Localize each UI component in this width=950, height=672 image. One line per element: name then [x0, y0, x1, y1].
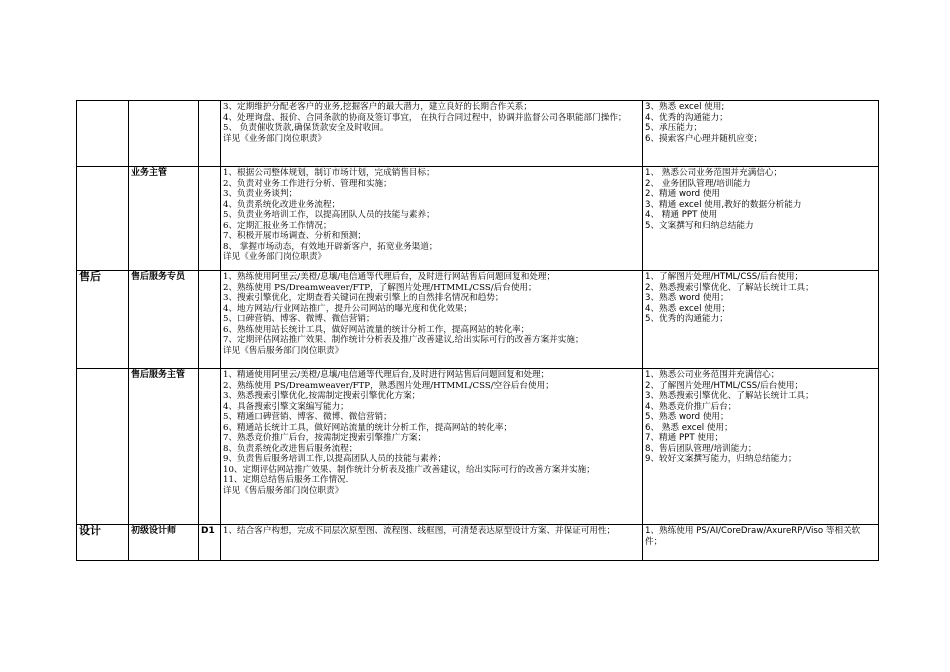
duty-line: 4、具备搜索引擎文案编写能力；	[223, 401, 349, 412]
role-cell: 售后服务专员	[129, 271, 199, 369]
requirement-line: 4、熟悉 excel 使用；	[645, 303, 730, 314]
table-row	[77, 369, 879, 525]
duty-line: 详见《业务部门岗位职责》	[223, 252, 327, 262]
duty-line: 1、精通使用阿里云/美橙/息壤/电信通等代理后台,及时进行网站售后问题回复和处理；	[223, 370, 550, 380]
requirement-line: 2、了解图片处理/HTML/CSS/后台使用；	[645, 380, 804, 391]
requirement-line: 2、 业务团队管理/培训能力	[645, 178, 751, 189]
requirements-cell	[643, 369, 879, 525]
level-code-cell	[199, 101, 221, 167]
department-cell	[77, 369, 129, 525]
requirement-line: 1、熟练使用 PS/AI/CoreDraw/AxureRP/Viso 等相关软件；	[645, 526, 861, 547]
requirement-line: 5、文案撰写和归纳总结能力	[645, 220, 754, 231]
duties-cell	[221, 101, 643, 167]
table-body	[77, 101, 879, 561]
duty-line: 7、熟悉竞价推广后台，按需制定搜索引擎推广方案；	[223, 433, 427, 443]
requirement-line: 3、熟悉搜索引擎优化、了解站长统计工具；	[645, 391, 814, 401]
requirement-line: 9、较好文案撰写能力，归纳总结能力；	[645, 454, 797, 464]
requirement-line: 1、熟悉公司业务范围并充满信心；	[645, 370, 780, 380]
duty-line: 详见《售后服务部门岗位职责》	[223, 485, 344, 496]
role-cell	[129, 101, 199, 167]
duties-cell	[221, 525, 643, 561]
department-cell	[77, 167, 129, 271]
duty-line: 6、熟练使用站长统计工具，做好网站流量的统计分析工作，提高网站的转化率；	[223, 324, 530, 335]
duty-line: 4、负责系统化改进业务流程；	[223, 199, 341, 210]
table-row	[77, 167, 879, 271]
requirement-line: 6、 熟悉 excel 使用；	[645, 422, 733, 433]
duty-line: 11、定期总结售后服务工作情况.	[223, 475, 349, 485]
requirement-line: 1、 熟悉公司业务范围并充满信心；	[645, 168, 783, 178]
level-code-cell	[199, 167, 221, 271]
requirement-line: 1、了解图片处理/HTML/CSS/后台使用；	[645, 272, 804, 282]
duty-line: 3、熟悉搜索引擎优化,按需制定搜索引擎优化方案；	[223, 391, 421, 401]
requirement-line: 2、精通 word 使用	[645, 189, 721, 199]
requirement-line: 5、承压能力；	[645, 123, 703, 133]
requirement-line: 3、熟悉 word 使用；	[645, 293, 729, 303]
level-code-cell	[199, 369, 221, 525]
duty-line: 3、负责业务谈判；	[223, 189, 298, 199]
requirement-line: 8、售后团队管理/培训能力；	[645, 443, 757, 454]
requirement-line: 4、 精通 PPT 使用	[645, 210, 718, 220]
duty-line: 7、积极开展市场调查、分析和预测；	[223, 231, 366, 241]
duty-line: 4、地方网站/行业网站推广，提升公司网站的曝光度和优化效果；	[223, 303, 472, 314]
level-code-cell: D1	[199, 525, 221, 561]
level-code-cell	[199, 271, 221, 369]
duty-line: 8、 掌握市场动态，有效地开辟新客户，拓宽业务渠道；	[223, 241, 438, 252]
duty-line: 3、搜索引擎优化，定期查看关键词在搜索引擎上的自然排名情况和趋势；	[223, 293, 504, 303]
duty-line: 1、结合客户构想，完成不同层次原型图、流程图、线框图，可清楚表达原型设计方案、并保证可用性；	[223, 526, 616, 536]
department-cell: 设计	[77, 525, 129, 561]
requirement-line: 7、精通 PPT 使用；	[645, 433, 724, 443]
duty-line: 6、精通站长统计工具，做好网站流量的统计分析工作，提高网站的转化率；	[223, 422, 513, 433]
duty-line: 8、负责系统化改进售后服务流程；	[223, 443, 358, 454]
duty-line: 5、口碑营销、博客、微博、微信营销；	[223, 314, 375, 324]
duty-line: 详见《业务部门岗位职责》	[223, 133, 327, 144]
requirements-cell	[643, 525, 879, 561]
requirements-cell	[643, 101, 879, 167]
role-cell: 业务主管	[129, 167, 199, 271]
requirement-line: 2、熟悉搜索引擎优化、了解站长统计工具；	[645, 282, 814, 293]
requirements-cell	[643, 167, 879, 271]
role-cell: 初级设计师	[129, 525, 199, 561]
duty-line: 2、负责对业务工作进行分析、管理和实施；	[223, 178, 392, 189]
duty-line: 9、负责售后服务培训工作,以提高团队人员的技能与素养；	[223, 454, 447, 464]
table-row	[77, 525, 879, 561]
department-cell	[77, 101, 129, 167]
duties-cell	[221, 369, 643, 525]
department-cell: 售后	[77, 271, 129, 369]
duty-line: 1、根据公司整体规划，制订市场计划，完成销售目标；	[223, 168, 435, 178]
duty-line: 7、定期评估网站推广效果、制作统计分析表及推广改善建议,给出实际可行的改善方案并实施；	[223, 335, 584, 345]
requirement-line: 5、熟悉 word 使用；	[645, 412, 729, 422]
table-row	[77, 101, 879, 167]
duty-line: 2、熟练使用 PS/Dreamweaver/FTP，熟悉图片处理/HTMML/CSS/空谷后台使用；	[223, 380, 554, 391]
duties-cell	[221, 271, 643, 369]
requirement-line: 3、熟悉 excel 使用;	[645, 102, 725, 112]
requirement-line: 4、熟悉竞价推广后台；	[645, 401, 737, 412]
duty-line: 3、定期维护分配老客户的业务,挖掘客户的最大潜力，建立良好的长期合作关系；	[223, 102, 532, 112]
requirement-line: 3、精通 excel 使用,教好的数据分析能力	[645, 199, 802, 210]
duty-line: 2、熟练使用 PS/Dreamweaver/FTP，了解图片处理/HTMML/CSS/后台使用；	[223, 282, 537, 293]
duties-cell	[221, 167, 643, 271]
table-row	[77, 271, 879, 369]
duty-line: 详见《售后服务部门岗位职责》	[223, 345, 344, 356]
role-cell: 售后服务主管	[129, 369, 199, 525]
duty-line: 5、 负责催收货款,确保货款安全及时收回。	[223, 123, 389, 133]
requirement-line: 4、优秀的沟通能力；	[645, 112, 728, 123]
duty-line: 1、熟练使用阿里云/美橙/息壤/电信通等代理后台，及时进行网站售后问题回复和处理；	[223, 272, 556, 282]
requirement-line: 6、摸索客户心理并随机应变；	[645, 133, 763, 144]
duty-line: 5、精通口碑营销、博客、微博、微信营销；	[223, 412, 392, 422]
duty-line: 5、负责业务培训工作，以提高团队人员的技能与素养；	[223, 210, 435, 220]
job-responsibilities-table	[76, 100, 879, 561]
requirements-cell	[643, 271, 879, 369]
duty-line: 4、处理询盘、报价、合同条款的协商及签订事宜， 在执行合同过程中，协调并监督公司各职能部门操作；	[223, 112, 627, 123]
duty-line: 10、定期评估网站推广效果、制作统计分析表及推广改善建议，给出实际可行的改善方案并实施；	[223, 464, 595, 475]
duty-line: 6、定期汇报业务工作情况；	[223, 220, 332, 231]
requirement-line: 5、优秀的沟通能力；	[645, 314, 728, 324]
